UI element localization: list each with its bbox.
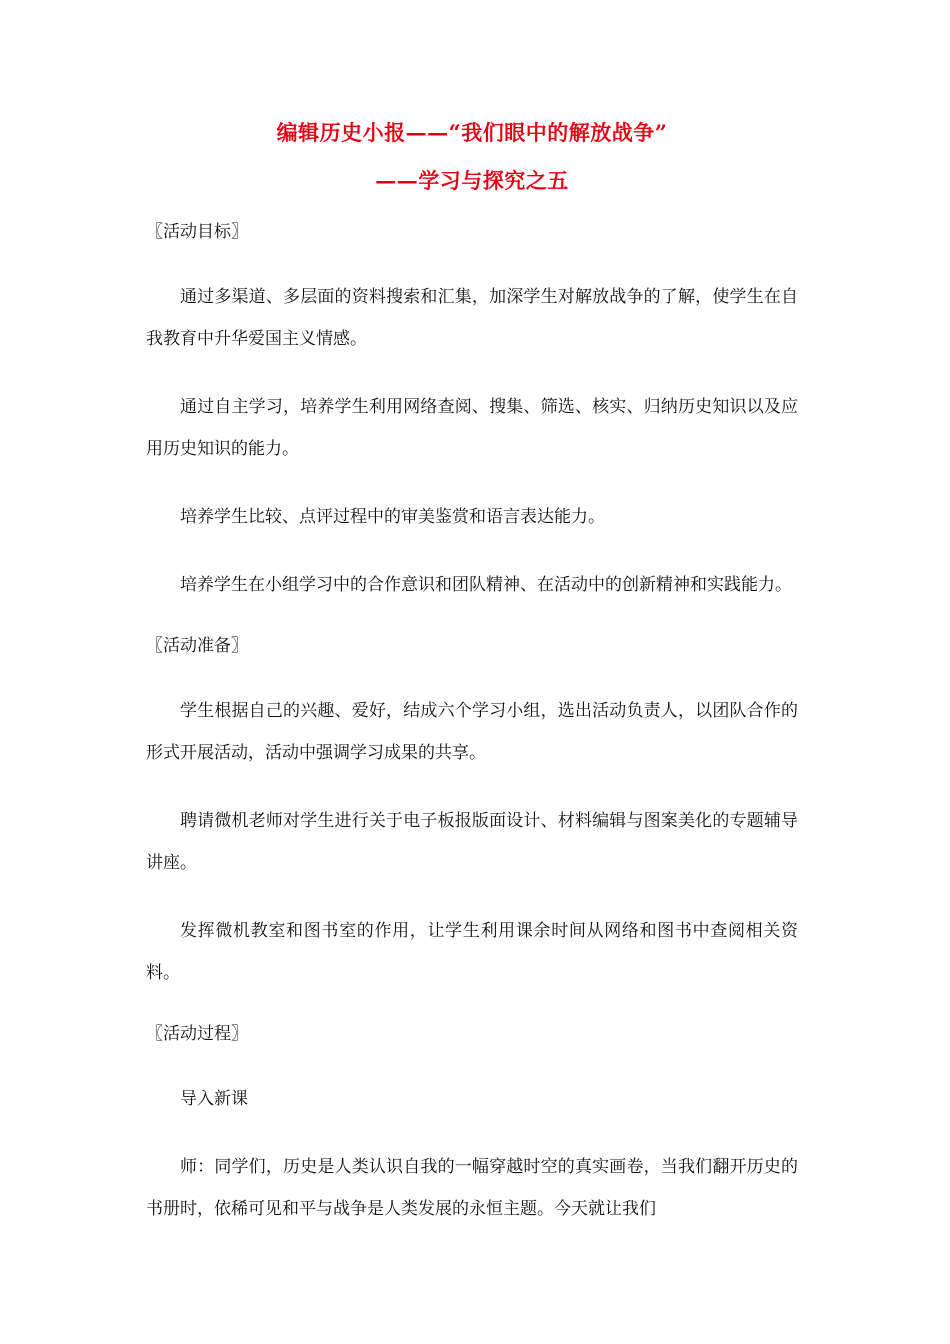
section-heading-preparation: 〖活动准备〗 [146, 636, 248, 656]
preparation-paragraph: 发挥微机教室和图书室的作用，让学生利用课余时间从网络和图书中查阅相关资料。 [146, 921, 798, 983]
preparation-paragraph: 学生根据自己的兴趣、爱好，结成六个学习小组，选出活动负责人，以团队合作的形式开展活动，活动中强调学习成果的共享。 [146, 701, 798, 763]
process-paragraph: 师：同学们，历史是人类认识自我的一幅穿越时空的真实画卷，当我们翻开历史的书册时，依稀可见和平与战争是人类发展的永恒主题。今天就让我们 [146, 1157, 798, 1219]
preparation-paragraph: 聘请微机老师对学生进行关于电子板报版面设计、材料编辑与图案美化的专题辅导讲座。 [146, 811, 798, 873]
goal-paragraph: 培养学生比较、点评过程中的审美鉴赏和语言表达能力。 [180, 507, 605, 527]
goal-paragraph: 培养学生在小组学习中的合作意识和团队精神、在活动中的创新精神和实践能力。 [180, 575, 792, 595]
process-paragraph: 导入新课 [180, 1089, 248, 1109]
document-subtitle: ——学习与探究之五 [375, 168, 569, 193]
goal-paragraph: 通过多渠道、多层面的资料搜索和汇集，加深学生对解放战争的了解，使学生在自我教育中升华爱国主义情感。 [146, 287, 798, 349]
document-title: 编辑历史小报——“我们眼中的解放战争” [276, 120, 668, 145]
section-heading-process: 〖活动过程〗 [146, 1024, 248, 1044]
section-heading-goals: 〖活动目标〗 [146, 222, 248, 242]
goal-paragraph: 通过自主学习，培养学生利用网络查阅、搜集、筛选、核实、归纳历史知识以及应用历史知识的能力。 [146, 397, 798, 459]
